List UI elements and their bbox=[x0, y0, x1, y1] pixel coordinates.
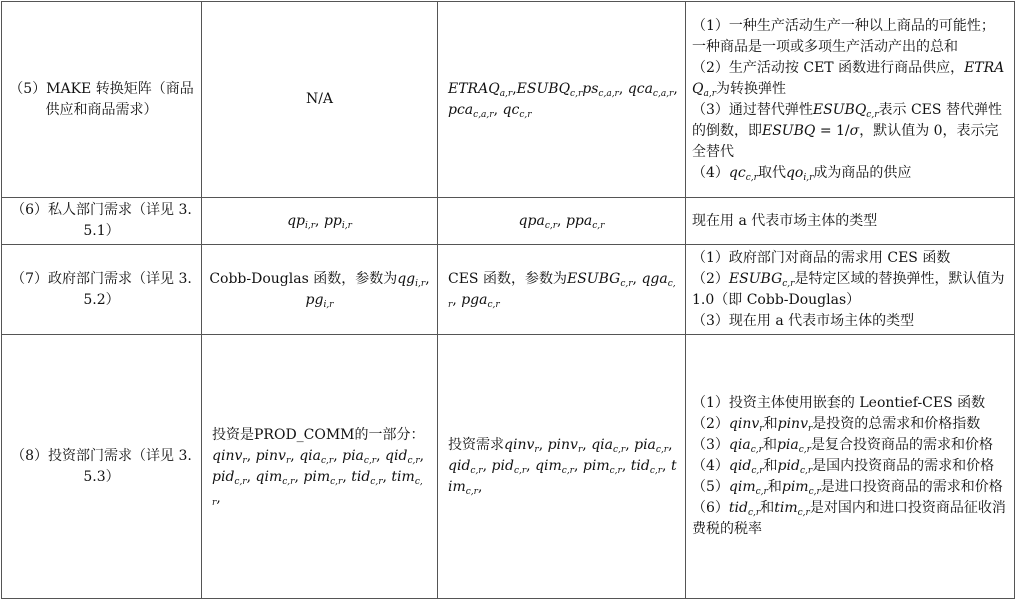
table-row bbox=[2, 2, 1015, 198]
note-line: （5）qim$_{c,r}$和pim$_{c,r}$是进口投资商品的需求和价格 bbox=[692, 479, 1003, 497]
cell-formula: $ETRAQ_{a,r},ESUBQ_{c,r}ps_{c,a,r}$, qca$_{c,a,r}$, pca$_{c,a,r}$, $qc_{c,r}$ bbox=[438, 2, 686, 198]
variable-table bbox=[1, 1, 1015, 599]
row-label: （5）MAKE 转换矩阵（商品供应和商品需求） bbox=[2, 2, 202, 198]
cell-formula: qpa$_{c,r}$, ppa$_{c,r}$ bbox=[438, 198, 686, 245]
cell-value: $qp_{i,r}$, $pp_{i,r}$ bbox=[202, 198, 438, 245]
note-line: （3）现在用 a 代表市场主体的类型 bbox=[692, 312, 915, 329]
row-label: （8）投资部门需求（详见 3.5.3） bbox=[2, 335, 202, 599]
cell-notes bbox=[686, 335, 1015, 599]
note-line: （1）投资主体使用嵌套的 Leontief-CES 函数 bbox=[692, 395, 986, 411]
note-line: （3）通过替代弹性$ESUBQ_{c,r}$表示 CES 替代弹性的倒数，即ESUBQ = 1/σ，默认值为 0，表示完全替代 bbox=[692, 101, 1002, 160]
row-label: （6）私人部门需求（详见 3.5.1） bbox=[2, 198, 202, 245]
cell-notes bbox=[686, 2, 1015, 198]
note-line: （1）政府部门对商品的需求用 CES 函数 bbox=[692, 249, 951, 266]
row-label: （7）政府部门需求（详见 3.5.2） bbox=[2, 245, 202, 335]
cell-formula: CES 函数，参数为$ESUBG_{c,r}$, qga$_{c,r}$, pga$_{c,r}$ bbox=[438, 245, 686, 335]
note-line: （3）qia$_{c,r}$和pia$_{c,r}$是复合投资商品的需求和价格 bbox=[692, 437, 993, 455]
cell-formula: 投资需求qinv$_r$, pinv$_r$, qia$_{c,r}$, pia$_{c,r}$, qid$_{c,r}$, pid$_{c,r}$, qim$_{c,r}$, pim$_{c,r}$, tid$_{c,r}$, tim$_{c,r}$, bbox=[438, 335, 686, 599]
note-line: $(2)ESUBG_{c,r}$是特定区域的替换弹性，默认值为 1.0（即 Cobb-Douglas） bbox=[692, 270, 1005, 308]
cell-value: 投资是PROD_COMM的一部分：qinv$_r$, pinv$_r$, qia$_{c,r}$, pia$_{c,r}$, qid$_{c,r}$, pid$_{c,r}$, qim$_{c,r}$, pim$_{c,r}$, tid$_{c,r}$, tim$_{c,r}$, bbox=[202, 335, 438, 599]
note-line: $(4)qc_{c,r}$取代$qo_{i,r}$成为商品的供应 bbox=[692, 164, 912, 183]
table-row bbox=[2, 245, 1015, 335]
table-row bbox=[2, 198, 1015, 245]
note-line: （2）生产活动按 CET 函数进行商品供应，$ETRAQ_{a,r}$为转换弹性 bbox=[692, 59, 1005, 99]
cell-notes bbox=[686, 245, 1015, 335]
note-line: （6）tid$_{c,r}$和tim$_{c,r}$是对国内和进口投资商品征收消费税的税率 bbox=[692, 500, 1006, 537]
cell-notes: 现在用 a 代表市场主体的类型 bbox=[686, 198, 1015, 245]
note-line: （1）一种生产活动生产一种以上商品的可能性；一种商品是一项或多项生产活动产出的总和 bbox=[692, 17, 995, 55]
cell-value: Cobb-Douglas 函数，参数为$qg_{i,r}$, $pg_{i,r}$ bbox=[202, 245, 438, 335]
table-row bbox=[2, 335, 1015, 599]
note-line: （4）qid$_{c,r}$和pid$_{c,r}$是国内投资商品的需求和价格 bbox=[692, 458, 995, 476]
note-line: （2）qinv$_r$和pinv$_r$是投资的总需求和价格指数 bbox=[692, 416, 981, 434]
cell-value: N/A bbox=[202, 2, 438, 198]
